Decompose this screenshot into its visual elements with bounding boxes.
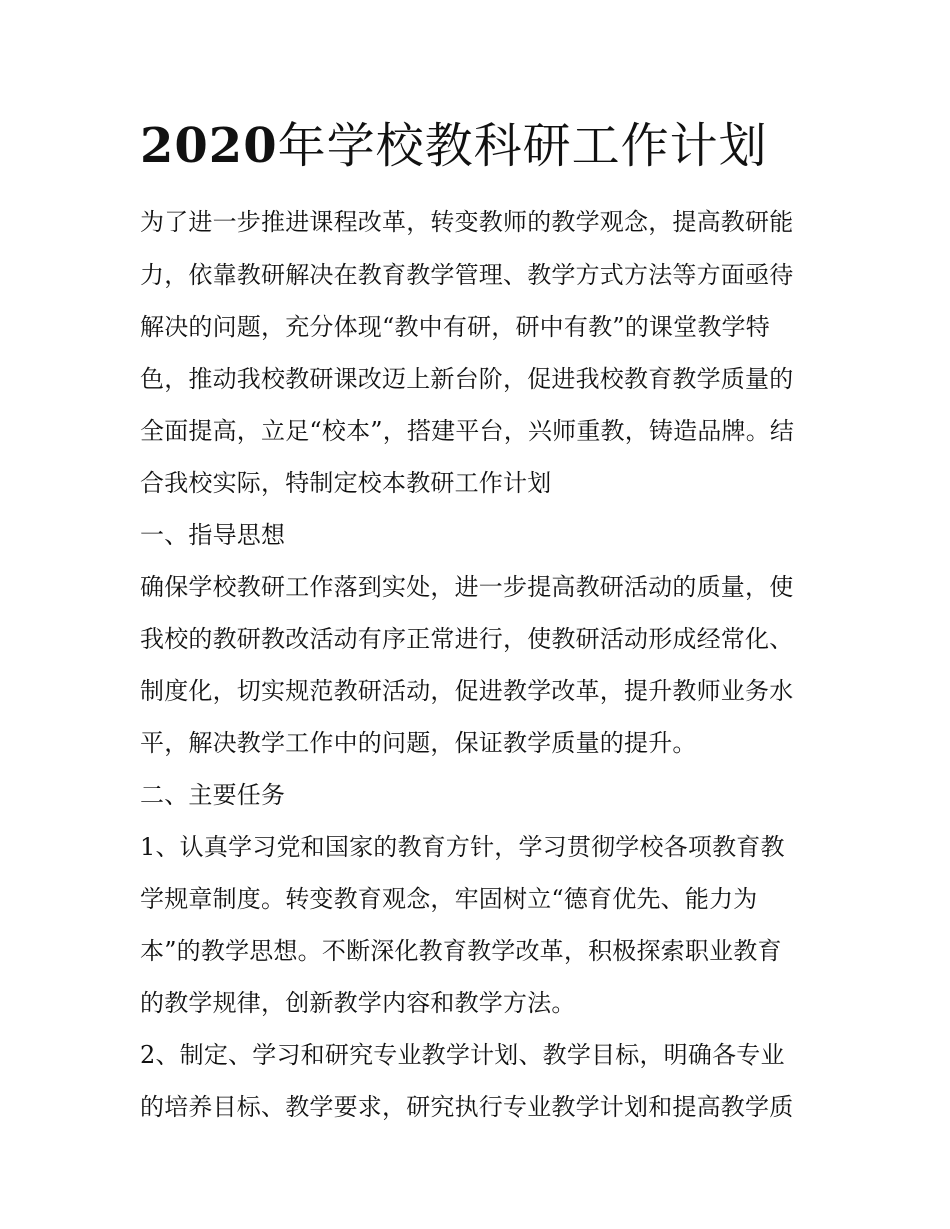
paragraph-line: 学规章制度。转变教育观念，牢固树立“德育优先、能力为 bbox=[140, 885, 758, 913]
paragraph-line: 制度化，切实规范教研活动，促进教学改革，提升教师业务水 bbox=[140, 677, 794, 705]
paragraph-line: 我校的教研教改活动有序正常进行，使教研活动形成经常化、 bbox=[140, 625, 794, 653]
paragraph-line: 力，依靠教研解决在教育教学管理、教学方式方法等方面亟待 bbox=[140, 261, 794, 289]
paragraph-line: 的培养目标、教学要求，研究执行专业教学计划和提高教学质 bbox=[140, 1093, 794, 1121]
paragraph-line: 确保学校教研工作落到实处，进一步提高教研活动的质量，使 bbox=[140, 573, 794, 601]
section-heading: 一、指导思想 bbox=[140, 521, 286, 549]
title-year: 2020 bbox=[140, 118, 278, 174]
paragraph-line: 2、制定、学习和研究专业教学计划、教学目标，明确各专业 bbox=[140, 1041, 785, 1069]
paragraph-line: 全面提高，立足“校本”，搭建平台，兴师重教，铸造品牌。结 bbox=[140, 417, 795, 445]
document-title bbox=[140, 112, 768, 180]
paragraph-line: 合我校实际，特制定校本教研工作计划 bbox=[140, 469, 552, 497]
paragraph-line: 解决的问题，充分体现“教中有研，研中有教”的课堂教学特 bbox=[140, 313, 770, 341]
paragraph-line: 色，推动我校教研课改迈上新台阶，促进我校教育教学质量的 bbox=[140, 365, 794, 393]
paragraph-line: 本”的教学思想。不断深化教育教学改革，积极探索职业教育 bbox=[140, 937, 782, 965]
paragraph-line: 为了进一步推进课程改革，转变教师的教学观念，提高教研能 bbox=[140, 208, 794, 236]
section-heading: 二、主要任务 bbox=[140, 781, 286, 809]
title-text: 年学校教科研工作计划 bbox=[277, 118, 768, 174]
paragraph-line: 的教学规律，创新教学内容和教学方法。 bbox=[140, 989, 576, 1017]
paragraph-line: 平，解决教学工作中的问题，保证教学质量的提升。 bbox=[140, 729, 697, 757]
paragraph-line: 1、认真学习党和国家的教育方针，学习贯彻学校各项教育教 bbox=[140, 833, 785, 861]
